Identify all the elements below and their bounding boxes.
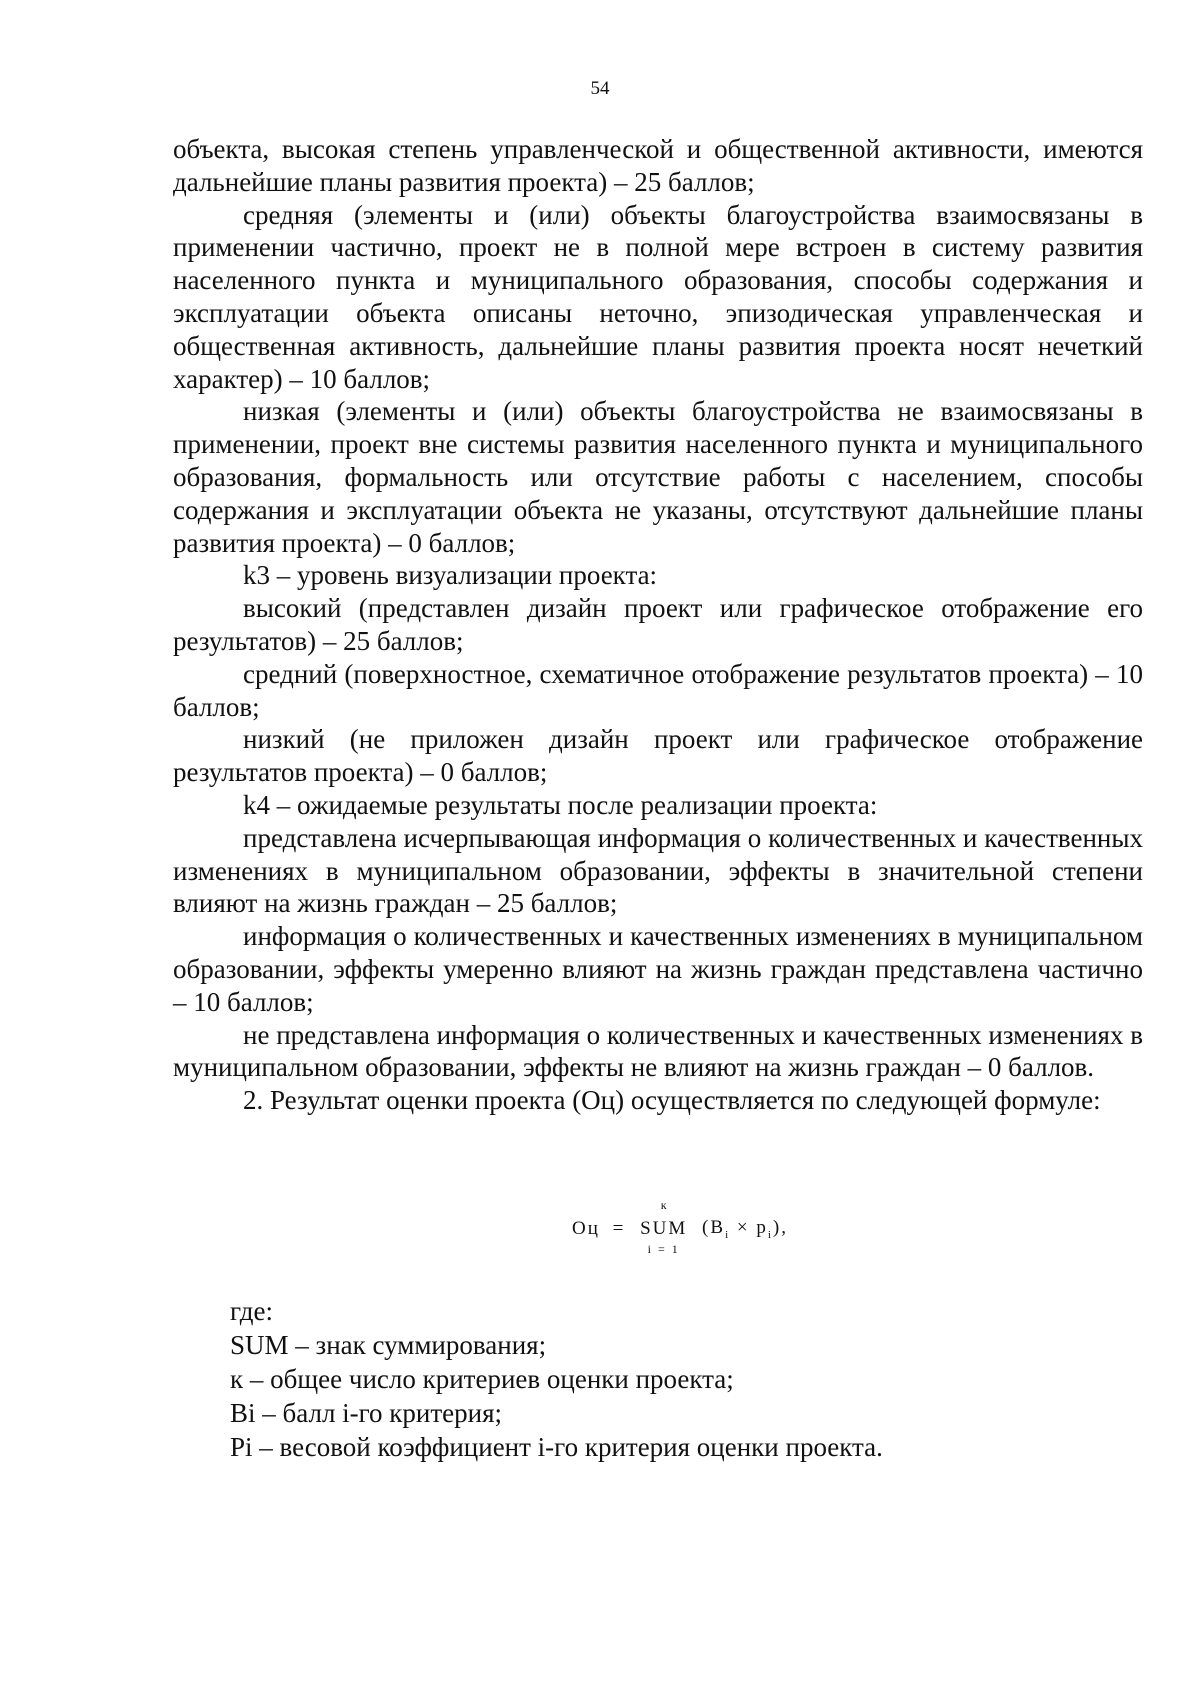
definition-pi: Pi – весовой коэффициент i-го критерия оценки проекта. [230,1432,883,1462]
page-number: 54 [590,78,610,99]
paragraph-k3-low: низкий (не приложен дизайн проект или графическое отображение результатов проекта) – 0 баллов; [173,724,1143,788]
body-text [173,133,1143,1117]
paragraph-k3-heading: k3 – уровень визуализации проекта: [243,560,658,591]
definition-bi: Bi – балл i-го критерия; [230,1398,503,1428]
paragraph-k4-full: представлена исчерпывающая информация о количественных и качественных изменениях в муниципальном образовании, эффекты в значительной степени влияют на жизнь граждан – 25 баллов; [173,822,1143,919]
paragraph-formula-intro: 2. Результат оценки проекта (Оц) осуществляется по следующей формуле: [243,1085,1101,1116]
definition-sum: SUM – знак суммирования; [230,1330,547,1360]
paragraph-k4-none: не представлена информация о количественных и качественных изменениях в муниципальном образовании, эффекты не влияют на жизнь граждан – 0 баллов. [173,1019,1143,1083]
formula-definitions [230,1294,1130,1464]
formula-lhs: Оц [572,1217,600,1239]
paragraph-k4-partial: информация о количественных и качественных изменениях в муниципальном образовании, эффекты умеренно влияют на жизнь граждан представлена частично – 10 баллов; [173,921,1143,1017]
formula-equals: = [612,1217,626,1239]
formula-b-subscript: i [725,1228,731,1241]
definition-k: к – общее число критериев оценки проекта; [230,1364,734,1394]
formula-sum-operator: SUM [640,1217,688,1239]
score-formula [572,1197,788,1277]
formula-close-paren: ), [772,1217,788,1238]
formula-b: B [710,1217,726,1238]
paragraph-k3-medium: средний (поверхностное, схематичное отображение результатов проекта) – 10 баллов; [173,658,1143,722]
formula-sum-lower-limit: i = 1 [647,1241,680,1256]
paragraph-k4-heading: k4 – ожидаемые результаты после реализации проекта: [243,789,878,820]
formula-p: p [756,1217,768,1238]
formula-sum-upper-limit: к [660,1197,667,1212]
formula-rhs [702,1217,788,1241]
formula-times: × [736,1217,750,1238]
formula-p-subscript: i [767,1228,773,1241]
formula-sum [640,1197,688,1256]
paragraph-medium-level: средняя (элементы и (или) объекты благоустройства взаимосвязаны в применении частично, проект не в полной мере встроен в систему развития населенного пункта и муниципального образования, способы содержания и эксплуатации объекта описаны неточно, эпизодическая управленческая и общественная активность, дальнейшие планы развития проекта носят нечеткий характер) – 10 баллов; [173,199,1143,394]
formula-open-paren: ( [702,1217,711,1238]
definition-where: где: [230,1296,273,1326]
paragraph-continuation: объекта, высокая степень управленческой и общественной активности, имеются дальнейшие планы развития проекта) – 25 баллов; [173,134,1143,197]
paragraph-k3-high: высокий (представлен дизайн проект или графическое отображение его результатов) – 25 баллов; [173,593,1143,656]
paragraph-low-level: низкая (элементы и (или) объекты благоустройства не взаимосвязаны в применении, проект вне системы развития населенного пункта и муниципального образования, формальность или отсутствие работы с населением, способы содержания и эксплуатации объекта не указаны, отсутствуют дальнейшие планы развития проекта) – 0 баллов; [173,396,1143,558]
